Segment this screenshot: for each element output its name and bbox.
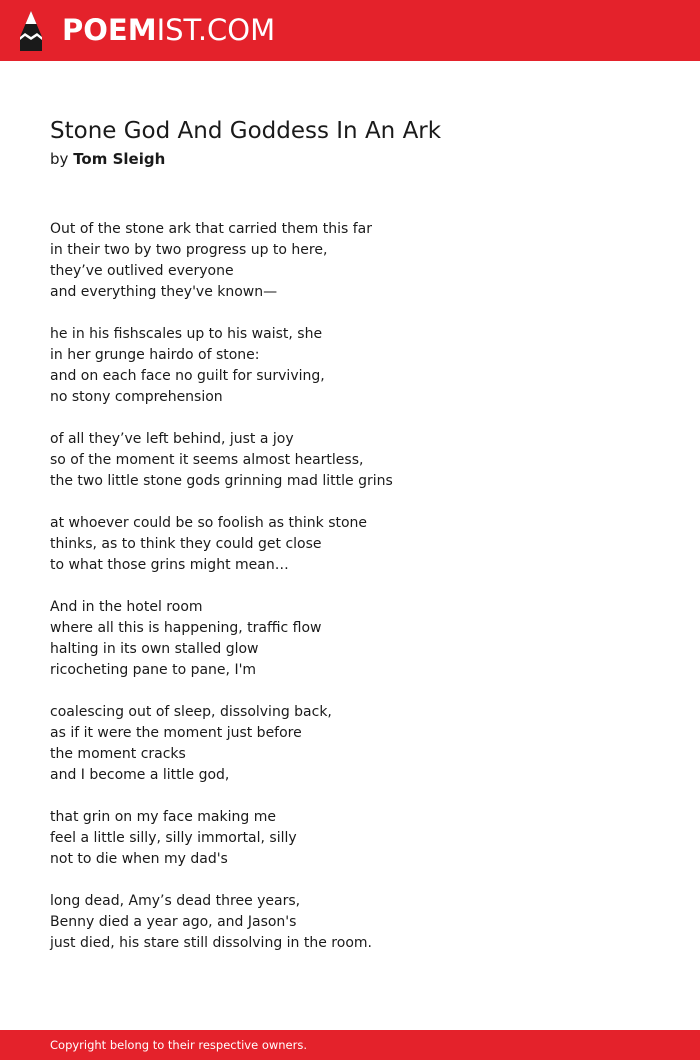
- poem-author[interactable]: Tom Sleigh: [73, 150, 166, 168]
- poem-line: the two little stone gods grinning mad little grins: [50, 473, 393, 489]
- poem-line: and I become a little god,: [50, 767, 230, 783]
- poem-line: they’ve outlived everyone: [50, 263, 234, 279]
- poem-stanza: [50, 807, 393, 870]
- poem-line: thinks, as to think they could get close: [50, 536, 322, 552]
- poem-line: halting in its own stalled glow: [50, 641, 259, 657]
- poem-line: long dead, Amy’s dead three years,: [50, 893, 301, 909]
- poem-stanza: [50, 324, 393, 408]
- poem-title: Stone God And Goddess In An Ark: [50, 118, 442, 144]
- poem-stanza: [50, 702, 393, 786]
- poem-line: to what those grins might mean…: [50, 557, 289, 573]
- poem-line: no stony comprehension: [50, 389, 223, 405]
- poem-stanza: [50, 513, 393, 576]
- poem-line: he in his fishscales up to his waist, she: [50, 326, 323, 342]
- poem-line: and everything they've known—: [50, 284, 278, 300]
- poem-line: in her grunge hairdo of stone:: [50, 347, 260, 363]
- poem-line: ricocheting pane to pane, I'm: [50, 662, 257, 678]
- poem-line: Benny died a year ago, and Jason's: [50, 914, 297, 930]
- poem-line: where all this is happening, traffic flow: [50, 620, 322, 636]
- poem-line: as if it were the moment just before: [50, 725, 302, 741]
- poem-body: [50, 219, 393, 975]
- poem-line: in their two by two progress up to here,: [50, 242, 328, 258]
- poem-stanza: [50, 219, 393, 303]
- poem-line: Out of the stone ark that carried them this far: [50, 221, 372, 237]
- poem-stanza: [50, 891, 393, 954]
- poem-line: so of the moment it seems almost heartless,: [50, 452, 364, 468]
- poem-line: feel a little silly, silly immortal, silly: [50, 830, 297, 846]
- by-label: by: [50, 150, 69, 168]
- poem-byline: [50, 148, 165, 170]
- poem-line: and on each face no guilt for surviving,: [50, 368, 325, 384]
- site-logo-text[interactable]: [62, 11, 275, 49]
- poem-line: coalescing out of sleep, dissolving back,: [50, 704, 332, 720]
- site-footer: [0, 1030, 700, 1060]
- poem-line: the moment cracks: [50, 746, 186, 762]
- site-header: [0, 0, 700, 61]
- poem-line: of all they’ve left behind, just a joy: [50, 431, 294, 447]
- poem-line: at whoever could be so foolish as think stone: [50, 515, 368, 531]
- brand-bold: POEM: [62, 13, 157, 47]
- brand-light: IST.COM: [156, 13, 276, 47]
- copyright-text: Copyright belong to their respective owners.: [50, 1038, 308, 1052]
- poem-line: just died, his stare still dissolving in the room.: [50, 935, 372, 951]
- pencil-tip-icon[interactable]: [17, 10, 45, 52]
- poem-stanza: [50, 429, 393, 492]
- poem-line: And in the hotel room: [50, 599, 203, 615]
- poem-stanza: [50, 597, 393, 681]
- poem-line: not to die when my dad's: [50, 851, 228, 867]
- poem-line: that grin on my face making me: [50, 809, 276, 825]
